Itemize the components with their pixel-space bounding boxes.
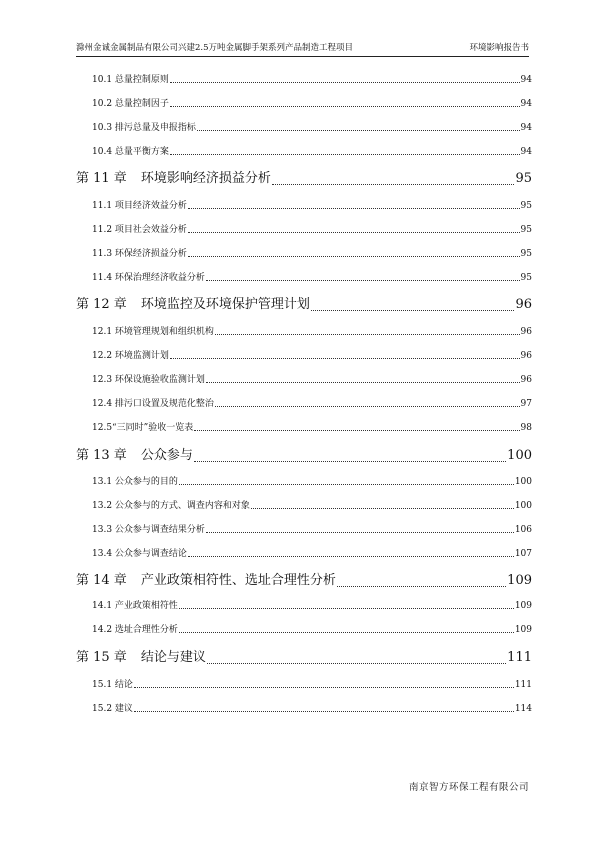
page-number: 95 — [515, 171, 532, 186]
toc-chapter-entry[interactable] — [76, 447, 532, 465]
dot-leader — [134, 710, 514, 712]
page-number: 100 — [514, 501, 532, 511]
chapter-label: 公众参与 — [140, 448, 193, 463]
toc-section-entry[interactable] — [92, 200, 532, 212]
chapter-number: 第 13 章 — [76, 448, 127, 463]
toc-chapter-entry[interactable] — [76, 296, 532, 314]
page-number: 96 — [515, 297, 532, 312]
toc-section-entry[interactable] — [92, 500, 532, 512]
toc-section-entry[interactable] — [92, 476, 532, 488]
toc-section-entry[interactable] — [92, 272, 532, 284]
page-number: 109 — [514, 625, 532, 635]
dot-leader — [170, 357, 520, 359]
page-number: 96 — [520, 327, 532, 337]
chapter-title — [76, 447, 193, 465]
chapter-label: 环境监控及环境保护管理计划 — [140, 297, 310, 312]
toc-chapter-entry[interactable] — [76, 170, 532, 188]
page-number: 111 — [514, 680, 532, 690]
dot-leader — [272, 183, 515, 185]
page-number: 114 — [514, 704, 532, 714]
page-number: 95 — [520, 249, 532, 259]
section-title: 15.2 建议 — [92, 704, 133, 714]
chapter-number: 第 12 章 — [76, 297, 127, 312]
toc-section-entry[interactable] — [92, 624, 532, 636]
page-number: 109 — [514, 601, 532, 611]
toc-section-entry[interactable] — [92, 98, 532, 110]
dot-leader — [251, 507, 514, 509]
dot-leader — [188, 207, 520, 209]
chapter-number: 第 11 章 — [76, 171, 127, 186]
toc-chapter-entry[interactable] — [76, 649, 532, 667]
page-number: 109 — [507, 573, 532, 588]
dot-leader — [134, 686, 514, 688]
dot-leader — [206, 279, 520, 281]
dot-leader — [188, 555, 514, 557]
page-number: 100 — [514, 477, 532, 487]
page-number: 95 — [520, 201, 532, 211]
section-title: 10.4 总量平衡方案 — [92, 147, 169, 157]
toc-section-entry[interactable] — [92, 326, 532, 338]
dot-leader — [170, 153, 520, 155]
toc-section-entry[interactable] — [92, 524, 532, 536]
dot-leader — [188, 255, 520, 257]
page-header — [76, 40, 529, 57]
footer-company: 南京智方环保工程有限公司 — [408, 782, 529, 793]
page-number: 97 — [520, 399, 532, 409]
section-title: 10.3 排污总量及申报指标 — [92, 123, 196, 133]
chapter-label: 环境影响经济损益分析 — [140, 171, 271, 186]
page-number: 106 — [514, 525, 532, 535]
toc-section-entry[interactable] — [92, 703, 532, 715]
chapter-label: 产业政策相符性、选址合理性分析 — [140, 573, 336, 588]
dot-leader — [194, 460, 506, 462]
toc-section-entry[interactable] — [92, 146, 532, 158]
dot-leader — [206, 381, 520, 383]
dot-leader — [337, 585, 506, 587]
dot-leader — [179, 607, 514, 609]
dot-leader — [215, 333, 520, 335]
toc-section-entry[interactable] — [92, 248, 532, 260]
section-title: 14.2 选址合理性分析 — [92, 625, 178, 635]
page-number: 100 — [507, 448, 532, 463]
toc-section-entry[interactable] — [92, 224, 532, 236]
section-title: 11.2 项目社会效益分析 — [92, 225, 187, 235]
toc-section-entry[interactable] — [92, 398, 532, 410]
header-doc-type: 环境影响报告书 — [469, 43, 529, 53]
section-title: 12.4 排污口设置及规范化整治 — [92, 399, 214, 409]
toc-section-entry[interactable] — [92, 679, 532, 691]
page-number: 98 — [520, 423, 532, 433]
chapter-title — [76, 296, 310, 314]
toc-section-entry[interactable] — [92, 374, 532, 386]
toc-section-entry[interactable] — [92, 422, 532, 434]
dot-leader — [194, 429, 519, 431]
dot-leader — [188, 231, 520, 233]
section-title: 15.1 结论 — [92, 680, 133, 690]
section-title: 13.3 公众参与调查结果分析 — [92, 525, 205, 535]
section-title: 12.2 环境监测计划 — [92, 351, 169, 361]
page-number: 95 — [520, 225, 532, 235]
dot-leader — [179, 631, 514, 633]
toc-section-entry[interactable] — [92, 122, 532, 134]
chapter-title — [76, 170, 271, 188]
page-number: 96 — [520, 351, 532, 361]
page-number: 96 — [520, 375, 532, 385]
section-title: 11.3 环保经济损益分析 — [92, 249, 187, 259]
toc-chapter-entry[interactable] — [76, 572, 532, 590]
section-title: 10.1 总量控制原则 — [92, 75, 169, 85]
header-project-title: 滁州金诚金属制品有限公司兴建2.5万吨金属脚手架系列产品制造工程项目 — [76, 43, 354, 53]
chapter-title — [76, 572, 336, 590]
section-title: 14.1 产业政策相符性 — [92, 601, 178, 611]
page-number: 94 — [520, 147, 532, 157]
section-title: 12.5“三同时”验收一览表 — [92, 423, 194, 433]
page-number: 94 — [520, 75, 532, 85]
chapter-number: 第 14 章 — [76, 573, 127, 588]
toc-section-entry[interactable] — [92, 548, 532, 560]
section-title: 12.1 环境管理规划和组织机构 — [92, 327, 214, 337]
chapter-label: 结论与建议 — [140, 650, 206, 665]
dot-leader — [311, 309, 515, 311]
section-title: 13.4 公众参与调查结论 — [92, 549, 187, 559]
dot-leader — [215, 405, 520, 407]
page-number: 95 — [520, 273, 532, 283]
page-number: 94 — [520, 99, 532, 109]
section-title: 12.3 环保设施验收监测计划 — [92, 375, 205, 385]
section-title: 10.2 总量控制因子 — [92, 99, 169, 109]
dot-leader — [179, 483, 514, 485]
toc-section-entry[interactable] — [92, 600, 532, 612]
section-title: 11.4 环保治理经济收益分析 — [92, 273, 205, 283]
page-number: 111 — [507, 650, 532, 665]
section-title: 13.2 公众参与的方式、调查内容和对象 — [92, 501, 250, 511]
section-title: 13.1 公众参与的目的 — [92, 477, 178, 487]
page-number: 107 — [514, 549, 532, 559]
dot-leader — [170, 81, 520, 83]
dot-leader — [170, 105, 520, 107]
toc-section-entry[interactable] — [92, 350, 532, 362]
chapter-number: 第 15 章 — [76, 650, 127, 665]
dot-leader — [207, 662, 506, 664]
dot-leader — [206, 531, 514, 533]
section-title: 11.1 项目经济效益分析 — [92, 201, 187, 211]
toc-section-entry[interactable] — [92, 74, 532, 86]
dot-leader — [197, 129, 520, 131]
chapter-title — [76, 649, 206, 667]
page-number: 94 — [520, 123, 532, 133]
